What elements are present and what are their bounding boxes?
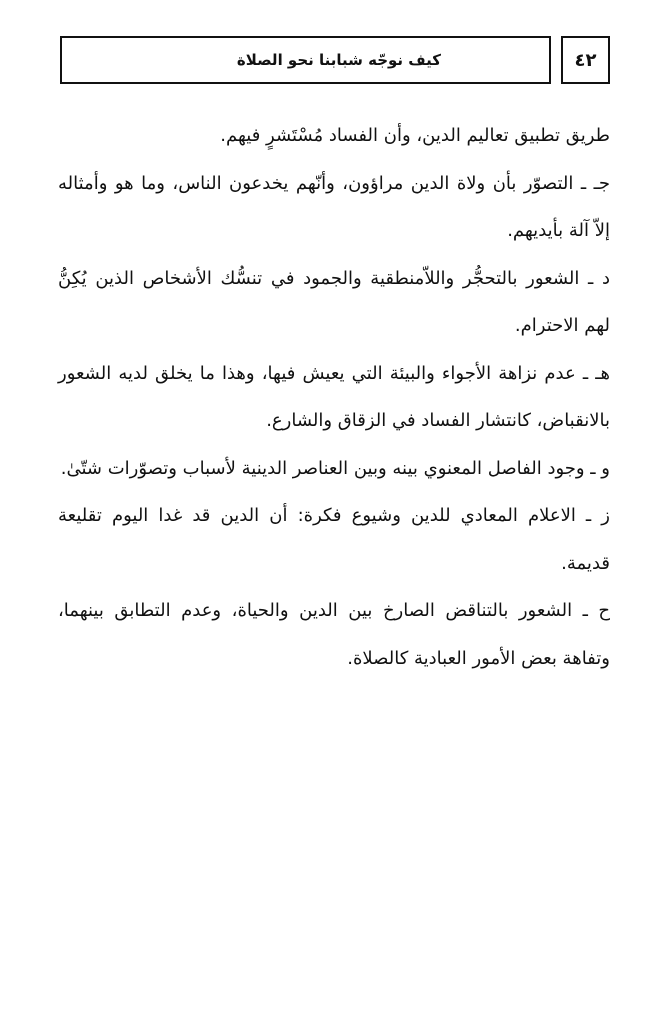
running-title-box xyxy=(60,36,551,84)
page-number-box xyxy=(561,36,610,84)
list-item-jim: جـ ـ التصوّر بأن ولاة الدين مراؤون، وأنّهم يخدعون الناس، وما هو وأمثاله إلاّ آلة بأيديهم. xyxy=(58,172,610,241)
list-item-waw: و ـ وجود الفاصل المعنوي بينه وبين العناصر الدينية لأسباب وتصوّرات شتّىٰ. xyxy=(60,457,610,479)
running-title: كيف نوجّه شبابنا نحو الصلاة xyxy=(236,51,441,69)
list-item-zay: ز ـ الاعلام المعادي للدين وشيوع فكرة: أن الدين قد غدا اليوم تقليعة قديمة. xyxy=(58,505,610,574)
page-header xyxy=(60,36,610,88)
body-text xyxy=(58,112,610,682)
list-item-dal: د ـ الشعور بالتحجُّر واللاّمنطقية والجمود في تنسُّك الأشخاص الذين يُكِنُّ لهم الاحترام. xyxy=(58,267,610,336)
list-item-ha: هـ ـ عدم نزاهة الأجواء والبيئة التي يعيش فيها، وهذا ما يخلق لديه الشعور بالانقباض، كانتشار الفساد في الزقاق والشارع. xyxy=(58,362,610,431)
paragraph-continuation: طريق تطبيق تعاليم الدين، وأن الفساد مُسْتَشرٍ فيهم. xyxy=(220,125,610,146)
page-number: ٤٢ xyxy=(574,49,597,71)
list-item-ha-dot: ح ـ الشعور بالتناقض الصارخ بين الدين والحياة، وعدم التطابق بينهما، وتفاهة بعض الأمور العبادية كالصلاة. xyxy=(58,600,610,669)
